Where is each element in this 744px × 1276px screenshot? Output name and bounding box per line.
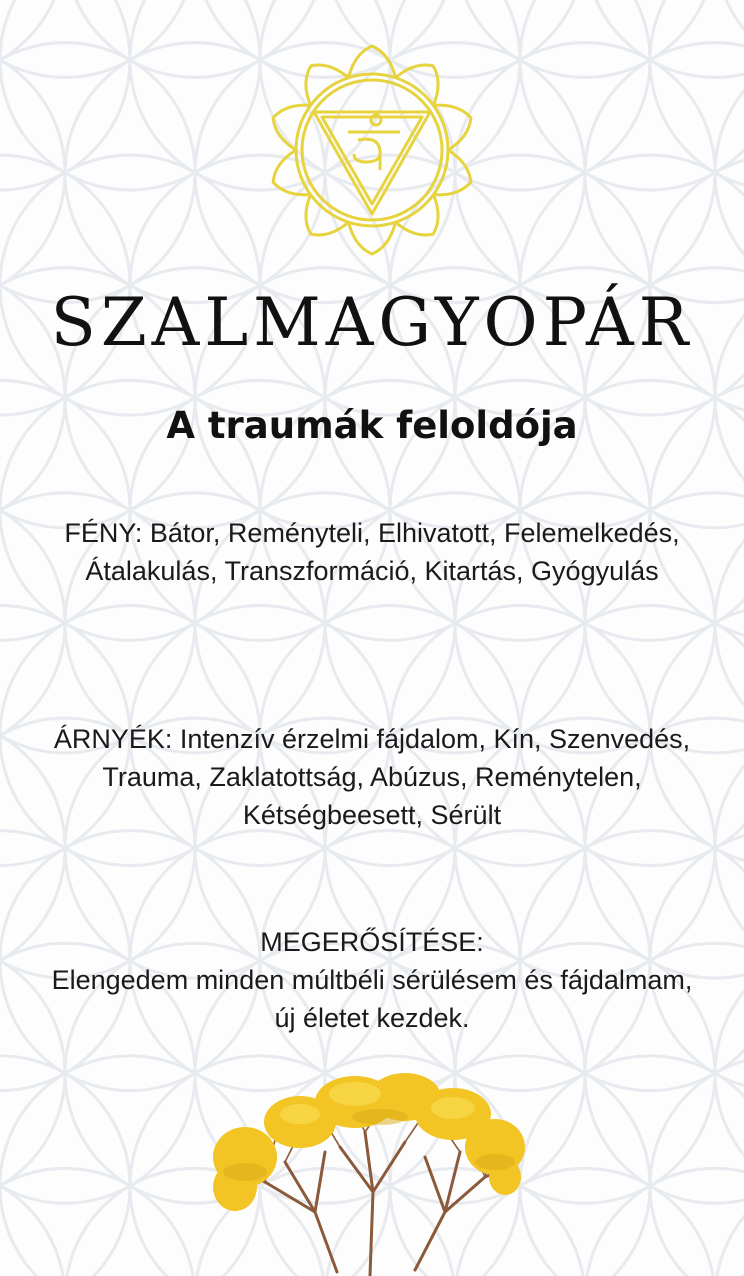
pattern-circle [715, 0, 744, 77]
pattern-circle [0, 1168, 65, 1276]
page-title: SZALMAGYOPÁR [50, 284, 694, 361]
pattern-circle [520, 0, 744, 190]
shadow-qualities-text: ÁRNYÉK: Intenzív érzelmi fájdalom, Kín, Szenvedés, Trauma, Zaklatottság, Abúzus, Reménytelen, Kétségbeesett, Sérült [53, 724, 691, 830]
pattern-circle [715, 1168, 744, 1276]
page-subtitle: A traumák feloldója [166, 404, 578, 447]
pattern-circle [455, 0, 715, 77]
pattern-circle [0, 1168, 195, 1276]
solar-plexus-chakra-icon [262, 44, 482, 256]
affirmation-section [40, 923, 704, 1037]
pattern-circle [715, 43, 744, 303]
pattern-circle [585, 43, 744, 303]
affirmation-text: Elengedem minden múltbéli sérülésem és fájdalmam, új életet kezdek. [51, 965, 693, 1033]
affirmation-label: MEGERŐSÍTÉSE: [260, 927, 484, 957]
pattern-circle [585, 0, 744, 77]
pattern-circle [715, 718, 744, 978]
pattern-circle [715, 943, 744, 1203]
pattern-circle [0, 43, 65, 303]
yarrow-flower-illustration [205, 1072, 535, 1276]
shadow-qualities-section [40, 720, 704, 834]
light-qualities-text: FÉNY: Bátor, Reményteli, Elhivatott, Felemelkedés, Átalakulás, Transzformáció, Kitartás, Gyógyulás [64, 518, 680, 586]
light-qualities-section [40, 514, 704, 590]
pattern-circle [715, 493, 744, 753]
